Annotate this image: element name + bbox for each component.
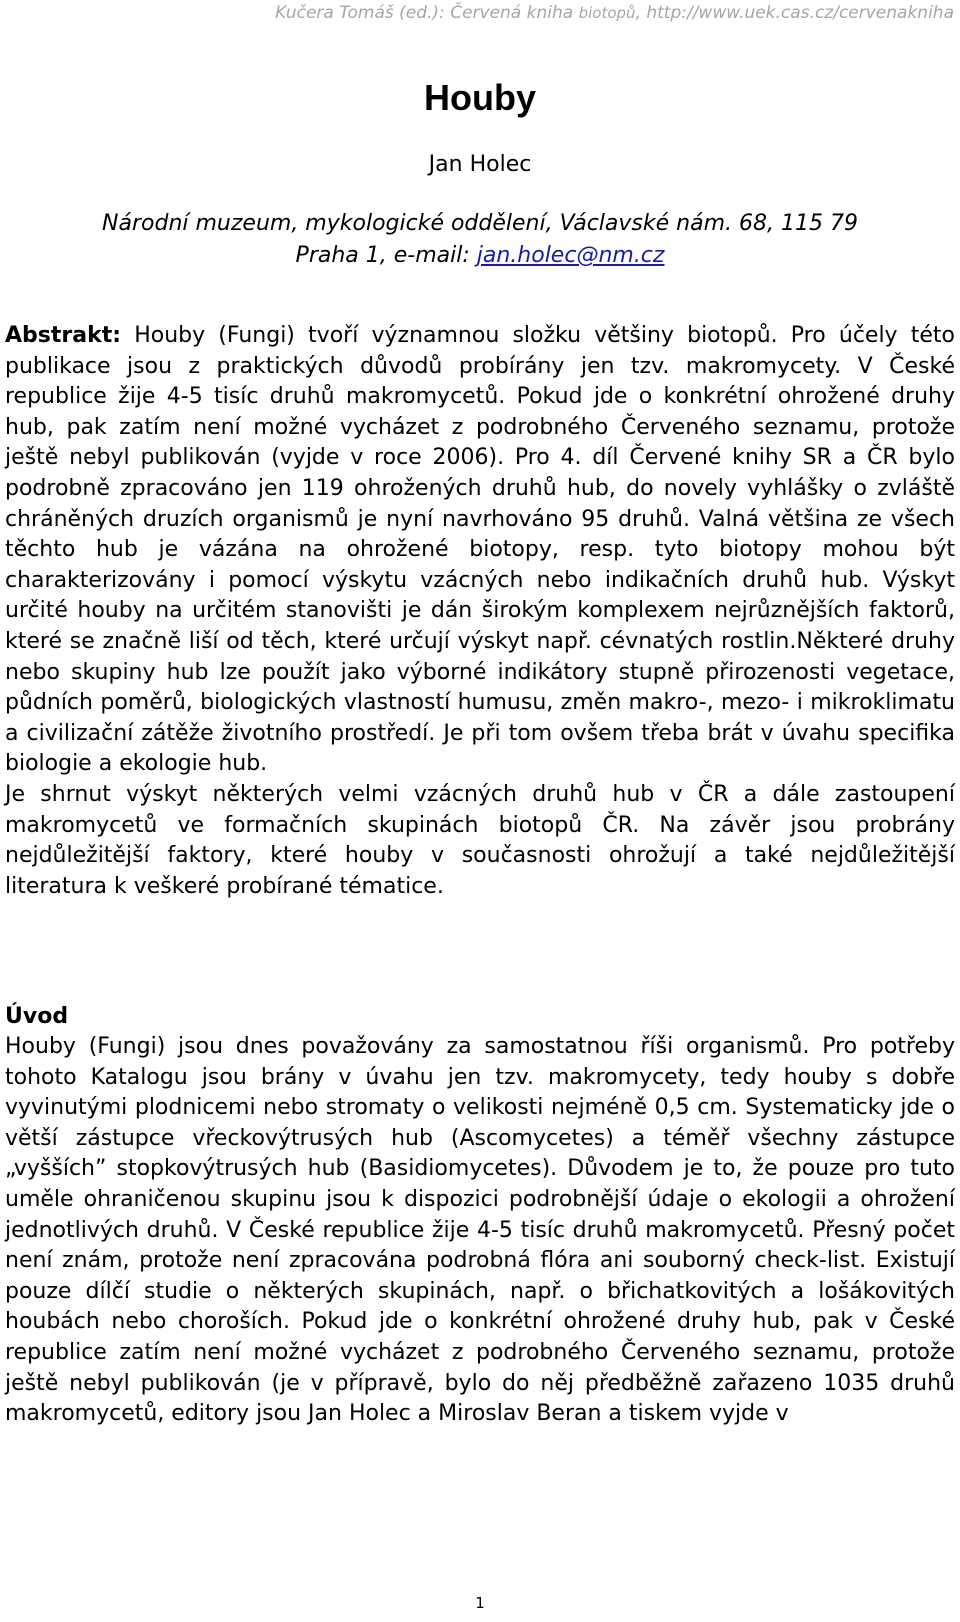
abstract-paragraph [5,321,955,902]
abstract-text-2: Je shrnut výskyt některých velmi vzácných druhů hub v ČR a dále zastoupení makromycetů ve formačních skupinách biotopů ČR. Na závěr jsou probrány nejdůležitější faktory, které houby v současnosti ohrožují a také nejdůležitější literatura k veškeré probírané tématice. [5,781,955,899]
running-header [275,3,954,23]
author-affiliation [0,208,960,272]
header-citation-suffix: , http://www.uek.cas.cz/cervenakniha [635,3,954,23]
section-heading-intro: Úvod [5,1004,69,1029]
header-citation-small: biotopů [578,4,636,22]
page-number: 1 [475,1594,485,1612]
affiliation-line-2 [0,240,960,272]
abstract-text: Houby (Fungi) tvoří významnou složku většiny biotopů. Pro účely této publikace jsou z praktických důvodů probírány jen tzv. makromycety. V České republice žije 4-5 tisíc druhů makromycetů. Pokud jde o konkrétní ohrožené druhy hub, pak zatím není možné vycházet z podrobného Červeného seznamu, protože ještě nebyl publikován (vyjde v roce 2006). Pro 4. díl Červené knihy SR a ČR bylo podrobně zpracováno jen 119 ohrožených druhů hub, do novely vyhlášky o zvláště chráněných druzích organismů je nyní navrhováno 95 druhů. Valná většina ze všech těchto hub je vázána na ohrožené biotopy, resp. tyto biotopy mohou být charakterizovány i pomocí výskytu vzácných nebo indikačních druhů hub. Výskyt určité houby na určitém stanovišti je dán širokým komplexem nejrůznějších faktorů, které se značně liší od těch, které určují výskyt např. cévnatých rostlin.Některé druhy nebo skupiny hub lze použít jako výborné indikátory stupně přirozenosti vegetace, půdních poměrů, biologických vlastností humusu, změn makro-, mezo- i mikroklimatu a civilizační zátěže životního prostředí. Je při tom ovšem třeba brát v úvahu specifika biologie a ekologie hub. [5,323,955,777]
affiliation-line-1: Národní muzeum, mykologické oddělení, Václavské nám. 68, 115 79 [102,211,858,236]
email-link[interactable]: jan.holec@nm.cz [476,243,665,268]
author-name: Jan Holec [428,152,532,177]
abstract-label: Abstrakt: [5,323,122,348]
intro-paragraph: Houby (Fungi) jsou dnes považovány za samostatnou říši organismů. Pro potřeby tohoto Katalogu jsou brány v úvahu jen tzv. makromycety, tedy houby s dobře vyvinutými plodnicemi nebo stromaty o velikosti nejméně 0,5 cm. Systematicky jde o větší zástupce vřeckovýtrusých hub (Ascomycetes) a téměř všechny zástupce „vyšších” stopkovýtrusých hub (Basidiomycetes). Důvodem je to, že pouze pro tuto uměle ohraničenou skupinu jsou k dispozici podrobnější údaje o ekologii a ohrožení jednotlivých druhů. V České republice žije 4-5 tisíc druhů makromycetů. Přesný počet není znám, protože není zpracována podrobná flóra ani souborný check-list. Existují pouze dílčí studie o některých skupinách, např. o břichatkovitých a lošákovitých houbách nebo choroších. Pokud jde o konkrétní ohrožené druhy hub, pak v České republice zatím není možné vycházet z podrobného Červeného seznamu, protože ještě nebyl publikován (je v přípravě, bylo do něj předběžně zařazeno 1035 druhů makromycetů, editory jsou Jan Holec a Miroslav Beran a tiskem vyjde v [5,1034,955,1427]
affiliation-line-2-prefix: Praha 1, e-mail: [295,243,477,268]
document-title: Houby [424,77,536,118]
header-citation-prefix: Kučera Tomáš (ed.): Červená kniha [275,3,579,23]
